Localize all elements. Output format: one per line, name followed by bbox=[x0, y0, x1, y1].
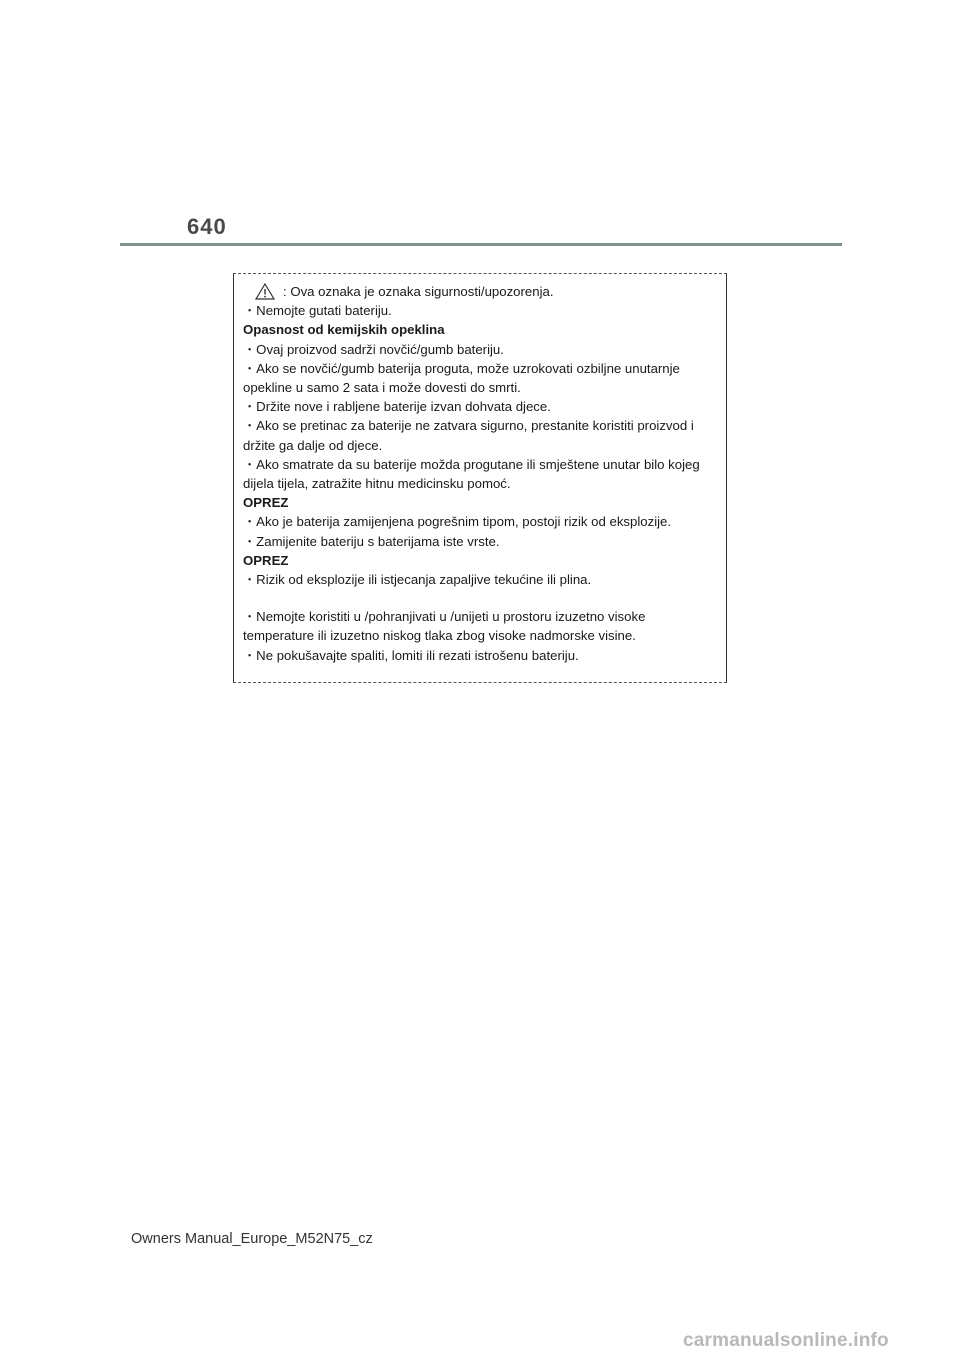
warning-line: ・Nemojte gutati bateriju. bbox=[243, 303, 392, 319]
warning-heading: OPREZ bbox=[243, 495, 289, 511]
warning-heading: OPREZ bbox=[243, 552, 289, 568]
warning-line: držite ga dalje od djece. bbox=[243, 437, 383, 453]
warning-line: ・Zamijenite bateriju s baterijama iste vrste. bbox=[243, 533, 500, 549]
watermark: carmanualsonline.info bbox=[683, 1330, 889, 1351]
header-rule bbox=[120, 243, 842, 246]
warning-line: ・Ne pokušavajte spaliti, lomiti ili rezati istrošenu bateriju. bbox=[243, 647, 579, 663]
warning-triangle-icon bbox=[255, 283, 275, 300]
warning-line: ・Ako se pretinac za baterije ne zatvara sigurno, prestanite koristiti proizvod i bbox=[243, 418, 694, 434]
warning-line: temperature ili izuzetno niskog tlaka zbog visoke nadmorske visine. bbox=[243, 628, 636, 644]
warning-line: ・Ako se novčić/gumb baterija proguta, može uzrokovati ozbiljne unutarnje bbox=[243, 360, 680, 376]
warning-line: ・Držite nove i rabljene baterije izvan dohvata djece. bbox=[243, 399, 551, 415]
warning-line: ・Nemojte koristiti u /pohranjivati u /unijeti u prostoru izuzetno visoke bbox=[243, 609, 646, 625]
warning-line: ・Rizik od eksplozije ili istjecanja zapaljive tekućine ili plina. bbox=[243, 572, 592, 588]
battery-warning-content bbox=[243, 282, 713, 665]
warning-symbol-line bbox=[243, 282, 713, 301]
footer-manual-id: Owners Manual_Europe_M52N75_cz bbox=[131, 1231, 373, 1247]
warning-line: ・Ako smatrate da su baterije možda progutane ili smještene unutar bilo kojeg bbox=[243, 456, 700, 472]
battery-warning-box bbox=[233, 273, 727, 683]
warning-symbol-note: : Ova oznaka je oznaka sigurnosti/upozorenja. bbox=[283, 284, 554, 299]
warning-line: ・Ako je baterija zamijenjena pogrešnim tipom, postoji rizik od eksplozije. bbox=[243, 514, 672, 530]
warning-line: dijela tijela, zatražite hitnu medicinsku pomoć. bbox=[243, 476, 511, 492]
warning-heading: Opasnost od kemijskih opeklina bbox=[243, 322, 445, 338]
paragraph-gap bbox=[243, 589, 713, 607]
page-number: 640 bbox=[187, 214, 227, 239]
warning-line: opekline u samo 2 sata i može dovesti do smrti. bbox=[243, 380, 521, 396]
warning-lines bbox=[243, 301, 713, 665]
warning-line: ・Ovaj proizvod sadrži novčić/gumb bateriju. bbox=[243, 341, 504, 357]
